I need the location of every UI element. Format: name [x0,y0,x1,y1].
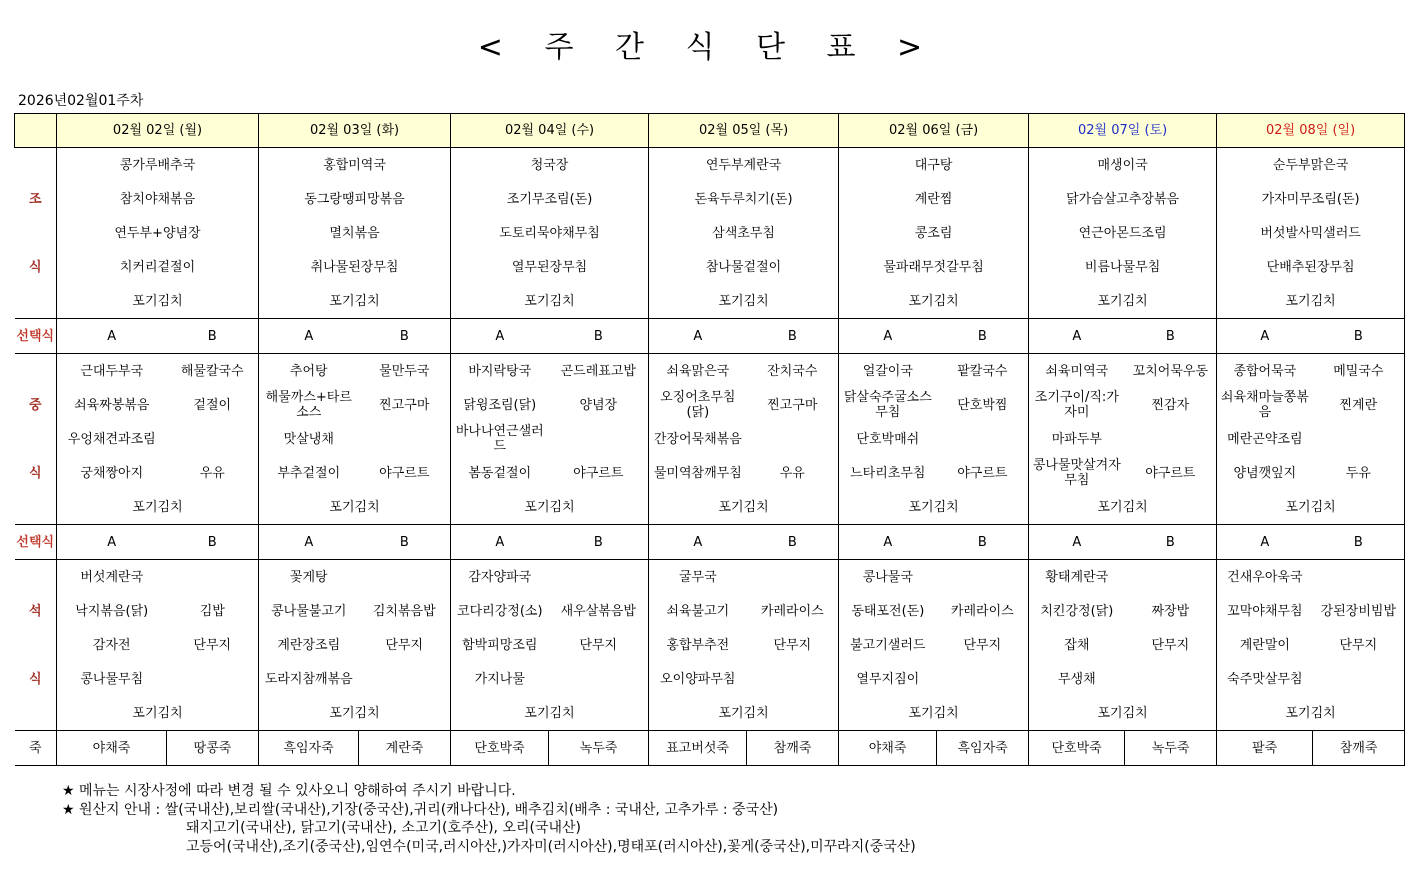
menu-item-b: 찐감자 [1125,388,1217,422]
option-b-label: B [937,319,1029,354]
meal-label [15,490,57,525]
menu-item: 치커리겉절이 [57,250,259,284]
option-a-label: A [451,525,549,560]
menu-item: 포기김치 [1217,696,1405,731]
menu-item: 비름나물무침 [1029,250,1217,284]
menu-item-a: 쇠육채마늘쫑볶음 [1220,390,1309,420]
menu-item-a: 홍합부추전 [666,637,730,653]
menu-item: 참치야채볶음 [57,182,259,216]
menu-item: 계란찜 [839,182,1029,216]
menu-item: 포기김치 [451,284,649,319]
menu-item: 포기김치 [839,284,1029,319]
menu-item-a: 콩나물국 [839,560,937,595]
meal-label: 석 [15,594,57,628]
menu-item-a: 쇠육불고기 [666,603,730,619]
meal-label: 중 [15,388,57,422]
porridge-a: 단호박죽 [1029,731,1125,766]
menu-item-b [359,662,451,696]
menu-item: 연두부계란국 [649,148,839,183]
menu-item: 포기김치 [839,696,1029,731]
menu-item-b: 메밀국수 [1313,354,1405,389]
menu-item: 홍합미역국 [259,148,451,183]
table-row [15,560,1405,595]
menu-item-a: 도라지참깨볶음 [264,671,353,687]
table-row [15,319,1405,354]
menu-item: 콩가루배추국 [57,148,259,183]
menu-item-b: 단무지 [549,628,649,662]
menu-item: 매생이국 [1029,148,1217,183]
menu-item: 포기김치 [57,284,259,319]
menu-item-b [167,422,259,456]
menu-item: 취나물된장무침 [259,250,451,284]
menu-item-b [937,560,1029,595]
menu-item-b: 김치볶음밥 [359,594,451,628]
menu-item-a: 닭윙조림(닭) [463,397,537,413]
option-a-label: A [259,319,359,354]
menu-item-a: 물미역참깨무침 [653,465,742,481]
option-a-label: A [649,319,747,354]
table-row [15,594,1405,628]
menu-item: 참나물겉절이 [649,250,839,284]
menu-item-a: 바나나연근샐러드 [455,424,544,454]
menu-item-b: 단무지 [937,628,1029,662]
porridge-b: 흑임자죽 [937,731,1029,766]
option-a-label: A [451,319,549,354]
menu-item: 대구탕 [839,148,1029,183]
day-header: 02월 06일 (금) [839,114,1029,148]
table-row [15,628,1405,662]
meal-label: 식 [15,662,57,696]
menu-item: 포기김치 [451,696,649,731]
table-row [15,114,1405,148]
menu-item-a: 궁채짱아지 [80,465,144,481]
notes [62,782,916,856]
menu-item: 동그랑땡피망볶음 [259,182,451,216]
table-row [15,525,1405,560]
menu-item-a: 단호박매쉬 [856,431,920,447]
table-row [15,250,1405,284]
menu-item-a: 버섯계란국 [57,560,167,595]
menu-item-b: 짜장밥 [1125,594,1217,628]
menu-item-a: 바지락탕국 [451,354,549,389]
menu-item: 포기김치 [839,490,1029,525]
menu-item-b [549,560,649,595]
menu-item-b: 해물칼국수 [167,354,259,389]
menu-item-b: 찐고구마 [359,388,451,422]
menu-item: 포기김치 [649,284,839,319]
option-a-label: A [839,319,937,354]
menu-item-b: 두유 [1313,456,1405,490]
menu-item-b [1125,662,1217,696]
menu-item-a: 근대두부국 [57,354,167,389]
menu-item: 포기김치 [259,696,451,731]
menu-item-b: 잔치국수 [747,354,839,389]
menu-item-b [1313,560,1405,595]
table-row [15,148,1405,183]
table-row [15,354,1405,389]
meal-label: 조 [15,182,57,216]
menu-item-a: 코다리강정(소) [457,603,543,619]
option-b-label: B [1313,319,1405,354]
menu-item-a: 간장어묵채볶음 [653,431,742,447]
menu-item-b: 양념장 [549,388,649,422]
menu-item: 버섯발사믹샐러드 [1217,216,1405,250]
menu-item: 포기김치 [1217,284,1405,319]
menu-item: 포기김치 [649,696,839,731]
menu-item-a: 숙주맛살무침 [1227,671,1303,687]
menu-item-a: 꼬막야채무침 [1227,603,1303,619]
table-row [15,182,1405,216]
menu-item-b: 단무지 [167,628,259,662]
porridge-a: 야채죽 [839,731,937,766]
menu-item-b [549,422,649,456]
option-a-label: A [1029,525,1125,560]
menu-item: 포기김치 [1029,490,1217,525]
menu-item-a: 무생채 [1057,671,1096,687]
menu-item-b: 꼬치어묵우동 [1125,354,1217,389]
porridge-a: 팥죽 [1217,731,1313,766]
meal-label [15,560,57,595]
menu-item: 포기김치 [649,490,839,525]
porridge-a: 야채죽 [57,731,167,766]
menu-item-a: 계란말이 [1239,637,1290,653]
menu-item: 물파래무젓갈무침 [839,250,1029,284]
menu-item-b [747,662,839,696]
menu-item: 순두부맑은국 [1217,148,1405,183]
menu-item: 포기김치 [259,490,451,525]
menu-item: 포기김치 [57,490,259,525]
menu-item: 포기김치 [57,696,259,731]
menu-item: 단배추된장무침 [1217,250,1405,284]
menu-item-a: 감자전 [92,637,131,653]
menu-item: 열무된장무침 [451,250,649,284]
notes-origin: ★ 원산지 안내 : 쌀(국내산),보리쌀(국내산),기장(중국산),귀리(캐나다산), 배추김치(배추 : 국내산, 고추가루 : 중국산) [62,801,779,818]
menu-item: 청국장 [451,148,649,183]
menu-item-a: 조기구이/직:가자미 [1034,390,1119,420]
option-b-label: B [167,525,259,560]
option-b-label: B [359,319,451,354]
menu-item-b: 단무지 [1313,628,1405,662]
meal-label [15,284,57,319]
menu-item-a: 쇠육미역국 [1029,354,1125,389]
weekly-menu-table [14,113,1405,766]
menu-item-a: 계란장조림 [277,637,341,653]
menu-item-a: 낙지볶음(닭) [75,603,149,619]
porridge-b: 참깨죽 [1313,731,1405,766]
table-row [15,456,1405,490]
menu-item-a: 우엉채견과조림 [67,431,156,447]
menu-item-a: 마파두부 [1051,431,1102,447]
meal-label [15,354,57,389]
table-row [15,422,1405,456]
option-b-label: B [549,319,649,354]
week-label: 2026년02월01주차 [18,93,144,109]
option-a-label: A [1029,319,1125,354]
option-a-label: A [649,525,747,560]
porridge-b: 참깨죽 [747,731,839,766]
menu-item-b [1125,560,1217,595]
menu-item-a: 느타리초무침 [850,465,926,481]
menu-item-b: 김밥 [167,594,259,628]
option-b-label: B [1125,525,1217,560]
menu-item-b: 야구르트 [1125,456,1217,490]
menu-item: 조기무조림(돈) [451,182,649,216]
menu-item-a: 콩나물불고기 [271,603,347,619]
menu-item-b [167,662,259,696]
option-a-label: A [259,525,359,560]
option-b-label: B [937,525,1029,560]
menu-item-a: 동태포전(돈) [851,603,925,619]
menu-item-b: 야구르트 [359,456,451,490]
notes-origin-meat: 돼지고기(국내산), 닭고기(국내산), 소고기(호주산), 오리(국내산) [186,820,581,836]
option-a-label: A [57,525,167,560]
menu-item-a: 굴무국 [649,560,747,595]
menu-item-a: 황태계란국 [1029,560,1125,595]
menu-item: 삼색초무침 [649,216,839,250]
menu-item-a: 종합어묵국 [1217,354,1313,389]
porridge-a: 단호박죽 [451,731,549,766]
menu-item-a: 함박피망조림 [462,637,538,653]
menu-item: 닭가슴살고추장볶음 [1029,182,1217,216]
menu-item-b: 카레라이스 [937,594,1029,628]
option-a-label: A [1217,319,1313,354]
day-header: 02월 05일 (목) [649,114,839,148]
menu-item: 연두부+양념장 [57,216,259,250]
menu-item-a: 콩나물무침 [80,671,144,687]
select-label: 선택식 [15,319,57,354]
porridge-b: 땅콩죽 [167,731,259,766]
menu-item-b: 야구르트 [549,456,649,490]
porridge-b: 녹두죽 [1125,731,1217,766]
menu-item-b: 우유 [747,456,839,490]
menu-item: 가자미무조림(돈) [1217,182,1405,216]
menu-item-a: 불고기샐러드 [850,637,926,653]
menu-item-b [747,422,839,456]
table-row [15,490,1405,525]
option-b-label: B [549,525,649,560]
menu-item-b: 야구르트 [937,456,1029,490]
menu-item-b: 겉절이 [167,388,259,422]
menu-item-a: 맛살냉채 [283,431,334,447]
menu-item-b [1313,662,1405,696]
meal-label: 식 [15,250,57,284]
menu-item-a: 해물까스+타르소스 [265,390,352,420]
menu-item: 포기김치 [1217,490,1405,525]
menu-item-b [1125,422,1217,456]
menu-item-a: 꽃게탕 [259,560,359,595]
meal-label: 식 [15,456,57,490]
menu-item-a: 추어탕 [259,354,359,389]
menu-item: 멸치볶음 [259,216,451,250]
option-a-label: A [1217,525,1313,560]
notes-menu-change: ★ 메뉴는 시장사정에 따라 변경 될 수 있사오니 양해하여 주시기 바랍니다. [62,783,516,799]
menu-item-b: 강된장비빔밥 [1313,594,1405,628]
corner-cell [15,114,57,148]
menu-item-a: 열무지짐이 [856,671,920,687]
menu-item-b [359,560,451,595]
menu-item-a: 오징어초무침(닭) [660,390,736,420]
menu-item-a: 가지나물 [474,671,525,687]
menu-item-a: 닭살숙주굴소스무침 [843,390,932,420]
menu-item-b [167,560,259,595]
day-header: 02월 08일 (일) [1217,114,1405,148]
menu-item-b: 찐고구마 [747,388,839,422]
menu-item-a: 얼갈이국 [839,354,937,389]
day-header: 02월 04일 (수) [451,114,649,148]
option-b-label: B [167,319,259,354]
day-header: 02월 02일 (월) [57,114,259,148]
menu-item-b: 찐계란 [1313,388,1405,422]
menu-item-b: 물만두국 [359,354,451,389]
menu-item: 포기김치 [1029,284,1217,319]
meal-label [15,148,57,183]
menu-item-a: 콩나물맛살겨자무침 [1032,458,1121,488]
menu-item: 돈육두루치기(돈) [649,182,839,216]
menu-item-a: 치킨강정(닭) [1040,603,1114,619]
menu-item: 포기김치 [451,490,649,525]
menu-item: 도토리묵야채무침 [451,216,649,250]
option-b-label: B [747,525,839,560]
meal-label [15,696,57,731]
menu-item-b [549,662,649,696]
notes-origin-fish: 고등어(국내산),조기(중국산),임연수(미국,러시아산,)가자미(러시아산),명태포(러시아산),꽃게(중국산),미꾸라지(중국산) [186,838,916,855]
menu-item: 콩조림 [839,216,1029,250]
option-a-label: A [839,525,937,560]
menu-item-a: 건새우아욱국 [1217,560,1313,595]
porridge-a: 흑임자죽 [259,731,359,766]
porridge-a: 표고버섯죽 [649,731,747,766]
menu-item-a: 메란곤약조림 [1227,431,1303,447]
menu-item-b: 단무지 [1125,628,1217,662]
meal-label [15,422,57,456]
option-b-label: B [1313,525,1405,560]
menu-item-a: 양념깻잎지 [1233,465,1297,481]
meal-label [15,628,57,662]
porridge-b: 녹두죽 [549,731,649,766]
menu-item-b: 단무지 [359,628,451,662]
table-row [15,731,1405,766]
menu-item-b [747,560,839,595]
menu-item-b [359,422,451,456]
day-header: 02월 07일 (토) [1029,114,1217,148]
menu-item-a: 부추겉절이 [277,465,341,481]
menu-item-a: 봄동겉절이 [468,465,532,481]
menu-item-a: 감자양파국 [451,560,549,595]
meal-label [15,216,57,250]
table-row [15,388,1405,422]
table-row [15,662,1405,696]
menu-item-a: 잡채 [1064,637,1090,653]
table-row [15,284,1405,319]
select-label: 선택식 [15,525,57,560]
menu-item: 포기김치 [1029,696,1217,731]
porridge-label: 죽 [15,731,57,766]
option-b-label: B [359,525,451,560]
option-b-label: B [1125,319,1217,354]
menu-item: 연근아몬드조림 [1029,216,1217,250]
menu-item-b: 카레라이스 [747,594,839,628]
table-row [15,696,1405,731]
menu-item: 포기김치 [259,284,451,319]
option-b-label: B [747,319,839,354]
menu-item-a: 오이양파무침 [660,671,736,687]
menu-item-b: 새우살볶음밥 [549,594,649,628]
day-header: 02월 03일 (화) [259,114,451,148]
table-row [15,216,1405,250]
menu-item-b: 팥칼국수 [937,354,1029,389]
menu-item-b: 우유 [167,456,259,490]
page-title: < 주 간 식 단 표 > [477,30,939,65]
porridge-b: 계란죽 [359,731,451,766]
menu-item-b: 단무지 [747,628,839,662]
menu-item-b [937,662,1029,696]
menu-item-a: 쇠육짜봉볶음 [74,397,150,413]
menu-item-b [1313,422,1405,456]
menu-item-b: 곤드레표고밥 [549,354,649,389]
menu-item-b: 단호박찜 [937,388,1029,422]
menu-item-b [937,422,1029,456]
menu-item-a: 쇠육맑은국 [649,354,747,389]
option-a-label: A [57,319,167,354]
